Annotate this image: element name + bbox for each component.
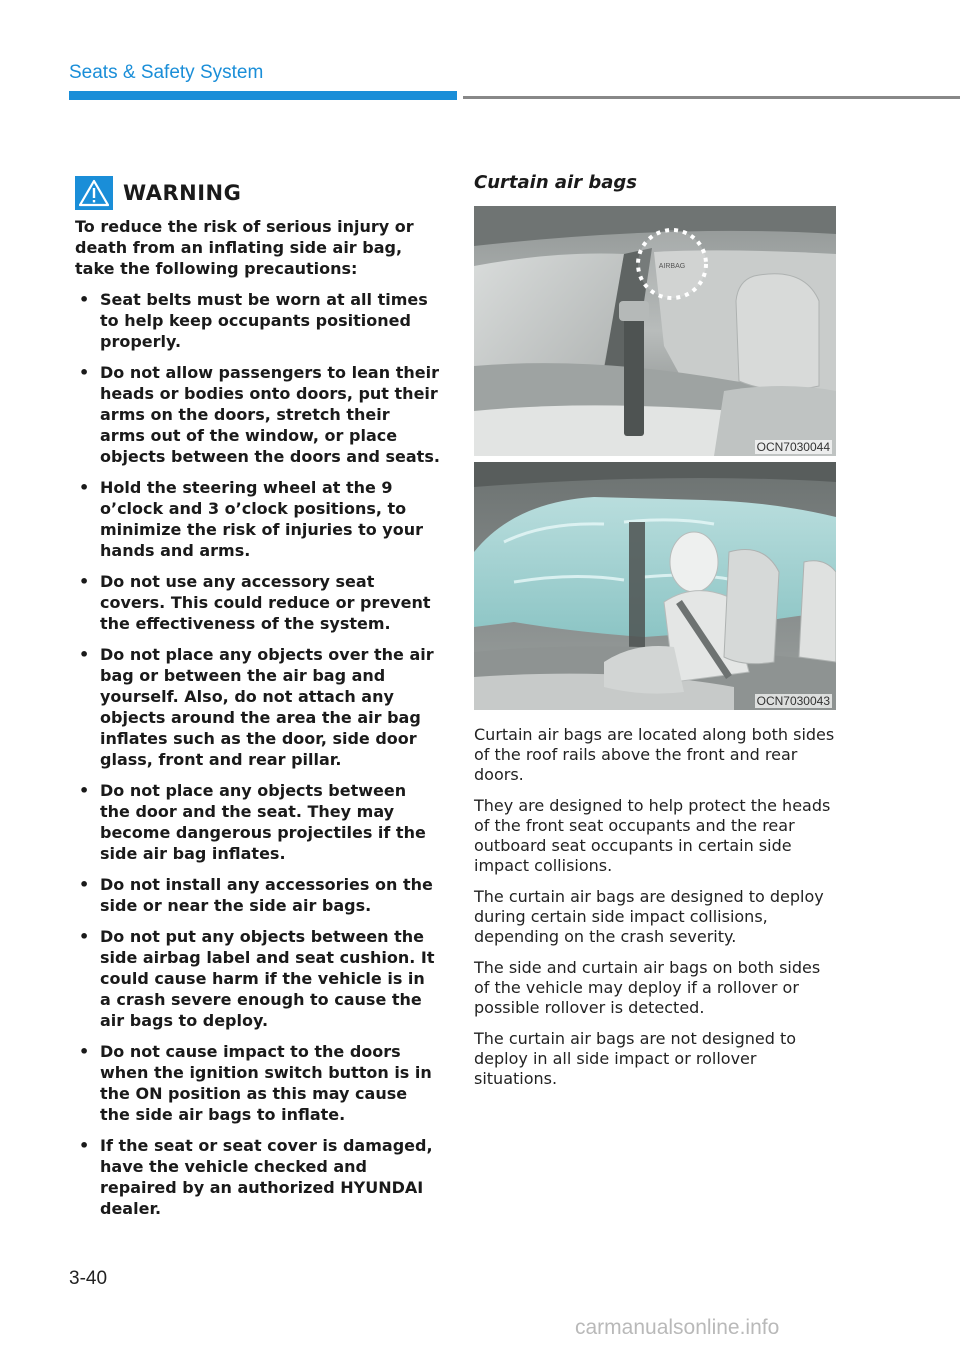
warning-item: • Do not put any objects between the side airbag label and seat cushion. It could cause harm if the vehicle is in a crash severe enough to cause the air bags to deploy. [75,926,440,1031]
warning-item: • Do not place any objects between the door and the seat. They may become dangerous projectiles if the side air bag inflates. [75,780,440,864]
warning-item: • If the seat or seat cover is damaged, have the vehicle checked and repaired by an authorized HYUNDAI dealer. [75,1135,440,1219]
section-header-title: Seats & Safety System [69,62,264,83]
page-number: 3-40 [69,1268,108,1289]
curtain-airbags-section [474,172,836,1100]
airbag-label-text: AIRBAG [658,263,686,270]
warning-item: • Hold the steering wheel at the 9 o’clock and 3 o’clock positions, to minimize the risk of injuries to your hands and arms. [75,477,440,561]
warning-item: • Do not allow passengers to lean their heads or bodies onto doors, put their arms on the doors, stretch their arms out of the window, or place objects between the doors and seats. [75,362,440,467]
figure-curtain-airbag-deployed [474,462,836,710]
warning-item: • Do not use any accessory seat covers. This could reduce or prevent the effectiveness of the system. [75,571,440,634]
figure-code: OCN7030043 [756,694,830,708]
warning-item: • Do not place any objects over the air bag or between the air bag and yourself. Also, do not attach any objects around the area the air bag inflates such as the door, side door glass, front and rear pillar. [75,644,440,770]
figure-code: OCN7030044 [756,440,830,454]
warning-heading [75,174,440,212]
warning-label: WARNING [123,181,242,205]
warning-item: • Do not install any accessories on the side or near the side air bags. [75,874,440,916]
header-rule [463,96,960,99]
warning-list [75,289,440,1219]
curtain-airbags-body [474,725,836,1089]
warning-box [75,174,440,1229]
warning-item: • Do not cause impact to the doors when the ignition switch button is in the ON position as this may cause the side air bags to inflate. [75,1041,440,1125]
body-paragraph: Curtain air bags are located along both sides of the roof rails above the front and rear doors. [474,725,835,784]
body-paragraph: The curtain air bags are not designed to deploy in all side impact or rollover situations. [474,1029,797,1088]
warning-item: • Seat belts must be worn at all times to help keep occupants positioned properly. [75,289,440,352]
body-paragraph: The curtain air bags are designed to deploy during certain side impact collisions, depending on the crash severity. [474,887,824,946]
body-paragraph: They are designed to help protect the heads of the front seat occupants and the rear outboard seat occupants in certain side impact collisions. [474,796,831,875]
warning-triangle-icon [75,176,113,210]
curtain-airbags-title: Curtain air bags [474,172,637,193]
warning-intro: To reduce the risk of serious injury or death from an inflating side air bag, take the following precautions: [75,217,414,278]
body-paragraph: The side and curtain air bags on both sides of the vehicle may deploy if a rollover or possible rollover is detected. [474,958,821,1017]
curtain-deployed-illustration [474,462,836,710]
roof-rail-illustration [474,206,836,456]
watermark: carmanualsonline.info [575,1316,780,1339]
figure-roof-rail-airbag [474,206,836,456]
header-accent-bar [69,91,457,100]
